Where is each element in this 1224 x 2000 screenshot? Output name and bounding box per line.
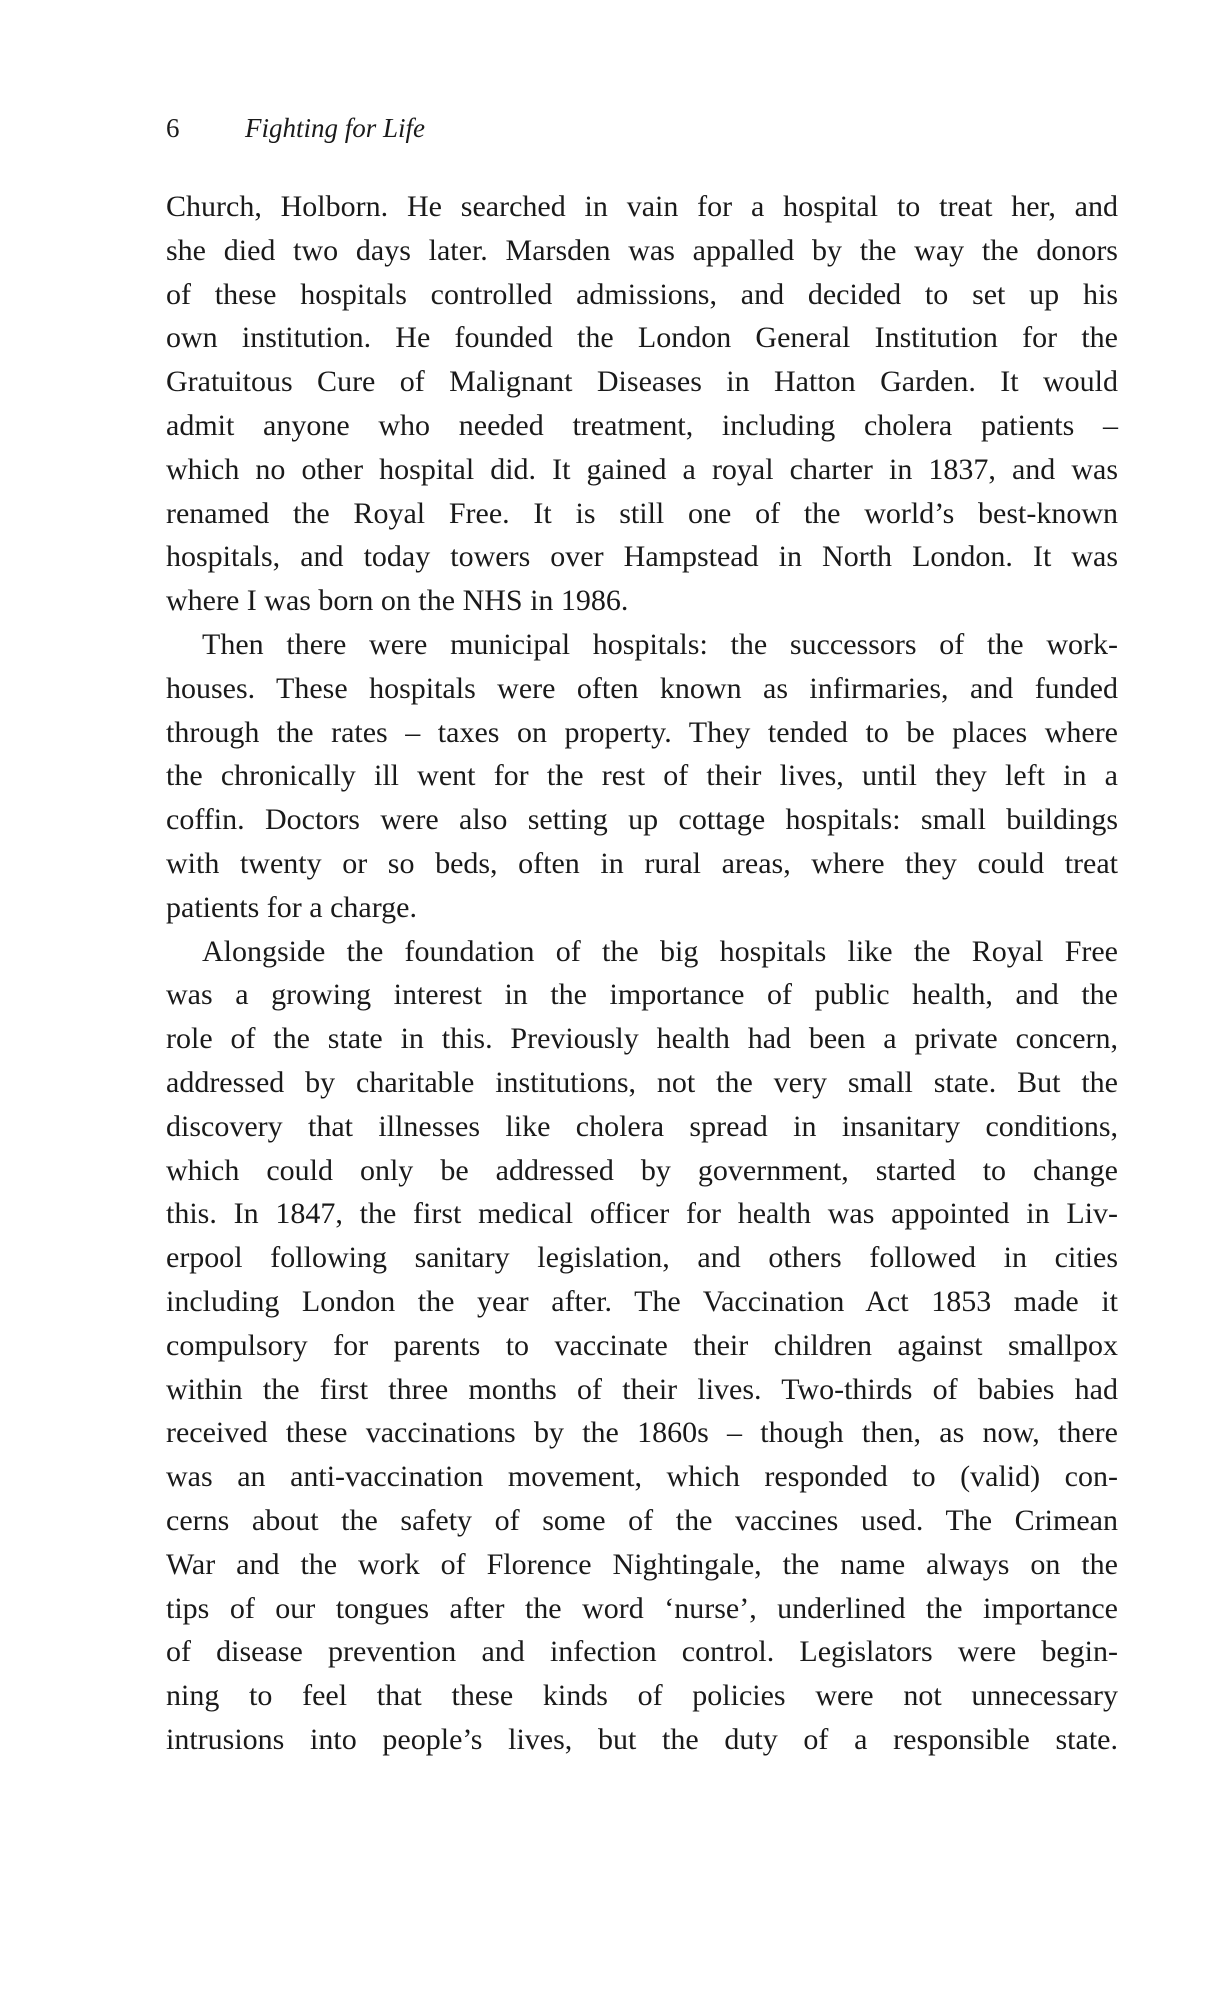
text-line: including London the year after. The Vaccination Act 1853 made it bbox=[166, 1284, 1118, 1318]
page-number: 6 bbox=[166, 113, 180, 143]
text-line: was a growing interest in the importance of public health, and the bbox=[166, 978, 1118, 1012]
text-line: where I was born on the NHS in 1986. bbox=[166, 584, 629, 618]
text-line: admit anyone who needed treatment, including cholera patients – bbox=[166, 408, 1118, 442]
running-title: Fighting for Life bbox=[245, 113, 426, 143]
text-line: role of the state in this. Previously health had been a private concern, bbox=[166, 1022, 1118, 1056]
text-line: Church, Holborn. He searched in vain for a hospital to treat her, and bbox=[166, 190, 1118, 223]
text-line: own institution. He founded the London General Institution for the bbox=[166, 321, 1118, 355]
text-line: discovery that illnesses like cholera spread in insanitary conditions, bbox=[166, 1109, 1118, 1143]
paragraph bbox=[166, 623, 1118, 930]
text-line: the chronically ill went for the rest of their lives, until they left in a bbox=[166, 759, 1118, 793]
text-line: renamed the Royal Free. It is still one of the world’s best-known bbox=[166, 496, 1118, 530]
text-line: received these vaccinations by the 1860s – though then, as now, there bbox=[166, 1416, 1118, 1450]
text-line: Gratuitous Cure of Malignant Diseases in Hatton Garden. It would bbox=[166, 365, 1118, 399]
text-line: addressed by charitable institutions, not the very small state. But the bbox=[166, 1065, 1118, 1099]
text-line: ning to feel that these kinds of policies were not unnecessary bbox=[166, 1679, 1118, 1713]
text-line: coffin. Doctors were also setting up cottage hospitals: small buildings bbox=[166, 803, 1118, 837]
paragraph bbox=[166, 185, 1118, 623]
text-line: Alongside the foundation of the big hospitals like the Royal Free bbox=[202, 934, 1118, 968]
text-line: patients for a charge. bbox=[166, 890, 418, 924]
text-line: erpool following sanitary legislation, and others followed in cities bbox=[166, 1241, 1118, 1275]
text-line: hospitals, and today towers over Hampstead in North London. It was bbox=[166, 540, 1118, 574]
running-head bbox=[166, 108, 425, 148]
paragraph bbox=[166, 930, 1118, 1762]
text-line: cerns about the safety of some of the vaccines used. The Crimean bbox=[166, 1503, 1118, 1537]
text-line: this. In 1847, the first medical officer for health was appointed in Liv- bbox=[166, 1197, 1118, 1231]
text-line: houses. These hospitals were often known as infirmaries, and funded bbox=[166, 671, 1118, 705]
text-line: with twenty or so beds, often in rural areas, where they could treat bbox=[166, 846, 1118, 880]
text-line: which no other hospital did. It gained a royal charter in 1837, and was bbox=[166, 452, 1118, 486]
text-line: through the rates – taxes on property. They tended to be places where bbox=[166, 715, 1118, 749]
text-line: of these hospitals controlled admissions, and decided to set up his bbox=[166, 277, 1118, 311]
text-line: was an anti-vaccination movement, which responded to (valid) con- bbox=[166, 1460, 1118, 1494]
text-line: within the first three months of their lives. Two-thirds of babies had bbox=[166, 1372, 1118, 1406]
text-line: which could only be addressed by government, started to change bbox=[166, 1153, 1118, 1187]
text-line: War and the work of Florence Nightingale, the name always on the bbox=[166, 1547, 1118, 1581]
text-line: intrusions into people’s lives, but the duty of a responsible state. bbox=[166, 1722, 1118, 1756]
text-line: Then there were municipal hospitals: the successors of the work- bbox=[202, 627, 1118, 661]
text-line: tips of our tongues after the word ‘nurse’, underlined the importance bbox=[166, 1591, 1118, 1625]
text-line: she died two days later. Marsden was appalled by the way the donors bbox=[166, 233, 1118, 267]
text-line: of disease prevention and infection control. Legislators were begin- bbox=[166, 1635, 1118, 1669]
text-line: compulsory for parents to vaccinate their children against smallpox bbox=[166, 1328, 1118, 1362]
body-text bbox=[166, 185, 1118, 1762]
